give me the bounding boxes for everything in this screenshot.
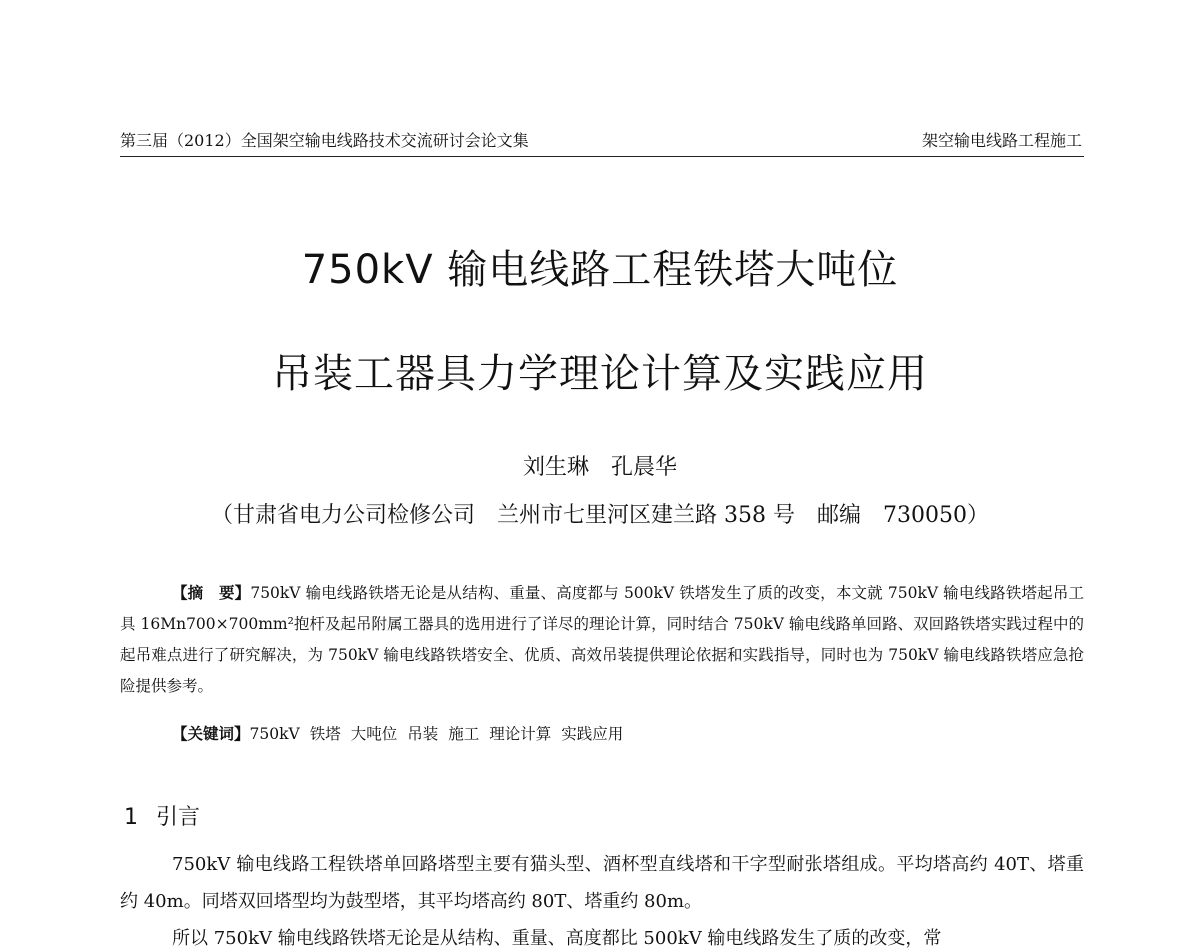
- header-proceedings-title: 第三届（2012）全国架空输电线路技术交流研讨会论文集: [120, 131, 529, 150]
- keyword: 大吨位: [350, 725, 398, 743]
- header-section-title: 架空输电线路工程施工: [921, 131, 1082, 150]
- keyword: 理论计算: [489, 725, 552, 743]
- keywords-label: 【关键词】: [172, 725, 250, 743]
- running-header: [120, 128, 1084, 157]
- author-names: 刘生琳 孔晨华: [522, 455, 677, 480]
- section-title: 引言: [156, 805, 201, 830]
- keyword: 实践应用: [561, 725, 624, 743]
- body-paragraph-2: 所以 750kV 输电线路铁塔无论是从结构、重量、高度都比 500kV 输电线路发生了质的改变，常: [172, 928, 942, 949]
- body-text: [120, 846, 1084, 952]
- paper-title-line-2: 吊装工器具力学理论计算及实践应用: [272, 351, 928, 397]
- paper-title-line-1: 750kV 输电线路工程铁塔大吨位: [301, 247, 899, 293]
- section-number: 1: [124, 805, 138, 830]
- keyword: 吊装: [407, 725, 439, 743]
- keyword: 施工: [448, 725, 480, 743]
- keyword: 铁塔: [309, 725, 341, 743]
- abstract-text: 750kV 输电线路铁塔无论是从结构、重量、高度都与 500kV 铁塔发生了质的改变，本文就 750kV 输电线路铁塔起吊工具 16Mn700×700mm²抱杆及起吊附属工器具的选用进行了详尽的理论计算，同时结合 750kV 输电线路单回路、双回路铁塔实践过程中的起吊难点进行了研究解决，为 750kV 输电线路铁塔安全、优质、高效吊装提供理论依据和实践指导，同时也为 750kV 输电线路铁塔应急抢险提供参考。: [120, 584, 1084, 695]
- section-heading-1: [124, 800, 200, 831]
- abstract-label: 【摘 要】: [172, 584, 251, 602]
- abstract-paragraph: [120, 578, 1084, 702]
- author-affiliation: （甘肃省电力公司检修公司 兰州市七里河区建兰路 358 号 邮编 730050）: [211, 503, 989, 528]
- keyword: 750kV: [249, 725, 300, 743]
- keywords-line: [172, 722, 633, 744]
- body-paragraph-1: 750kV 输电线路工程铁塔单回路塔型主要有猫头型、酒杯型直线塔和干字型耐张塔组成。平均塔高约 40T、塔重约 40m。同塔双回塔型均为鼓型塔，其平均塔高约 80T、塔重约 80m。: [120, 854, 1084, 912]
- abstract-block: [120, 578, 1084, 702]
